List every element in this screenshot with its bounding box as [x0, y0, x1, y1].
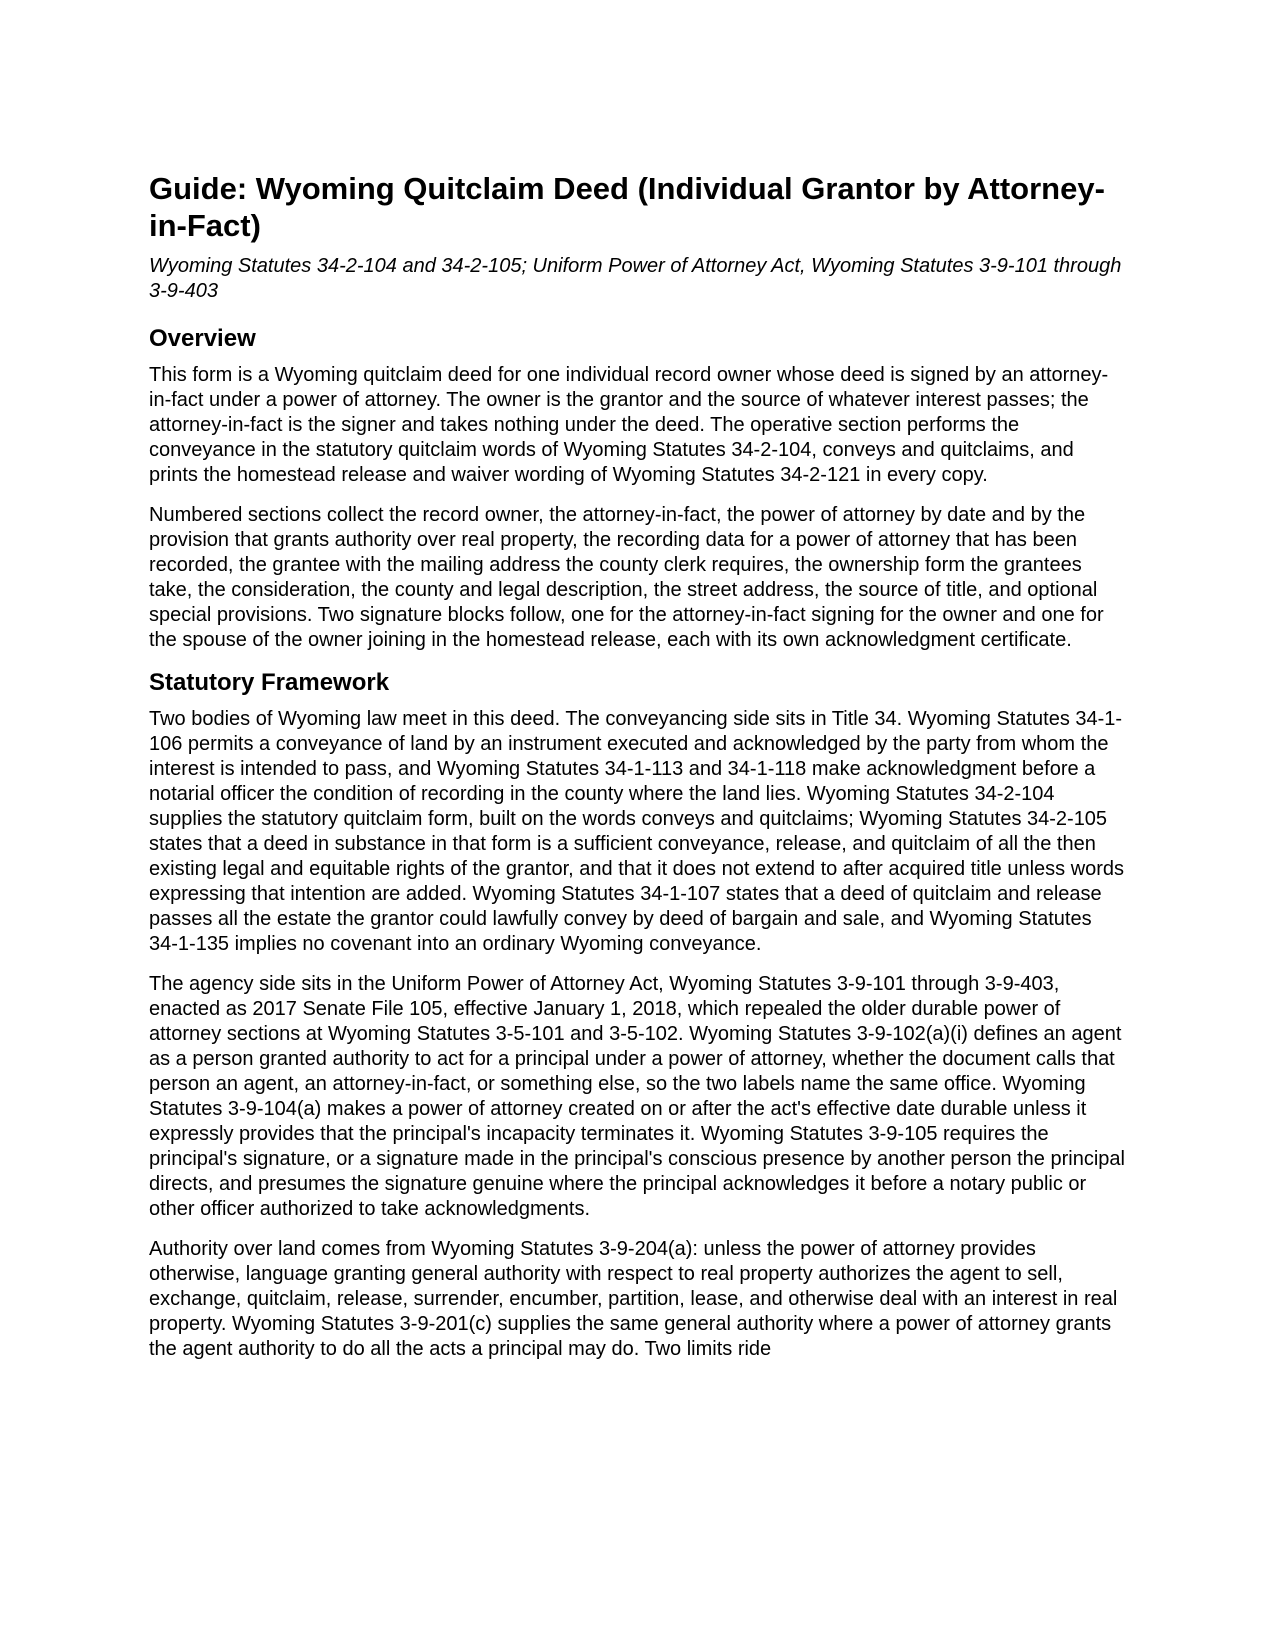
- paragraph: Authority over land comes from Wyoming Statutes 3-9-204(a): unless the power of attorney provides otherwise, language granting general authority with respect to real property authorizes the agent to sell, exchange, quitclaim, release, surrender, encumber, partition, lease, and otherwise deal with an interest in real property. Wyoming Statutes 3-9-201(c) supplies the same general authority where a power of attorney grants the agent authority to do all the acts a principal may do. Two limits ride: [149, 1238, 1118, 1360]
- paragraph: This form is a Wyoming quitclaim deed for one individual record owner whose deed is signed by an attorney-in-fact under a power of attorney. The owner is the grantor and the source of whatever interest passes; the attorney-in-fact is the signer and takes nothing under the deed. The operative section performs the conveyance in the statutory quitclaim words of Wyoming Statutes 34-2-104, conveys and quitclaims, and prints the homestead release and waiver wording of Wyoming Statutes 34-2-121 in every copy.: [149, 364, 1109, 486]
- document-title: Guide: Wyoming Quitclaim Deed (Individual Grantor by Attorney-in-Fact): [149, 171, 1105, 243]
- paragraph: The agency side sits in the Uniform Power of Attorney Act, Wyoming Statutes 3-9-101 through 3-9-403, enacted as 2017 Senate File 105, effective January 1, 2018, which repealed the older durable power of attorney sections at Wyoming Statutes 3-5-101 and 3-5-102. Wyoming Statutes 3-9-102(a)(i) defines an agent as a person granted authority to act for a principal under a power of attorney, whether the document calls that person an agent, an attorney-in-fact, or something else, so the two labels name the same office. Wyoming Statutes 3-9-104(a) makes a power of attorney created on or after the act's effective date durable unless it expressly provides that the principal's incapacity terminates it. Wyoming Statutes 3-9-105 requires the principal's signature, or a signature made in the principal's conscious presence by another person the principal directs, and presumes the signature genuine where the principal acknowledges it before a notary public or other officer authorized to take acknowledgments.: [149, 973, 1125, 1220]
- paragraph: Two bodies of Wyoming law meet in this deed. The conveyancing side sits in Title 34. Wyoming Statutes 34-1-106 permits a conveyance of land by an instrument executed and acknowledged by the party from whom the interest is intended to pass, and Wyoming Statutes 34-1-113 and 34-1-118 make acknowledgment before a notarial officer the condition of recording in the county where the land lies. Wyoming Statutes 34-2-104 supplies the statutory quitclaim form, built on the words conveys and quitclaims; Wyoming Statutes 34-2-105 states that a deed in substance in that form is a sufficient conveyance, release, and quitclaim of all the then existing legal and equitable rights of the grantor, and that it does not extend to after acquired title unless words expressing that intention are added. Wyoming Statutes 34-1-107 states that a deed of quitclaim and release passes all the estate the grantor could lawfully convey by deed of bargain and sale, and Wyoming Statutes 34-1-135 implies no covenant into an ordinary Wyoming conveyance.: [149, 708, 1125, 955]
- section-heading: Overview: [149, 325, 256, 352]
- document-page: [149, 170, 1125, 1377]
- section-overview: [149, 324, 1125, 653]
- paragraph: Numbered sections collect the record owner, the attorney-in-fact, the power of attorney by date and by the provision that grants authority over real property, the recording data for a power of attorney that has been recorded, the grantee with the mailing address the county clerk requires, the ownership form the grantees take, the consideration, the county and legal description, the street address, the source of title, and optional special provisions. Two signature blocks follow, one for the attorney-in-fact signing for the owner and one for the spouse of the owner joining in the homestead release, each with its own acknowledgment certificate.: [149, 504, 1104, 651]
- section-heading: Statutory Framework: [149, 669, 390, 696]
- document-subtitle: Wyoming Statutes 34-2-104 and 34-2-105; Uniform Power of Attorney Act, Wyoming Statutes 3-9-101 through 3-9-403: [149, 255, 1122, 302]
- section-statutory-framework: [149, 668, 1125, 1362]
